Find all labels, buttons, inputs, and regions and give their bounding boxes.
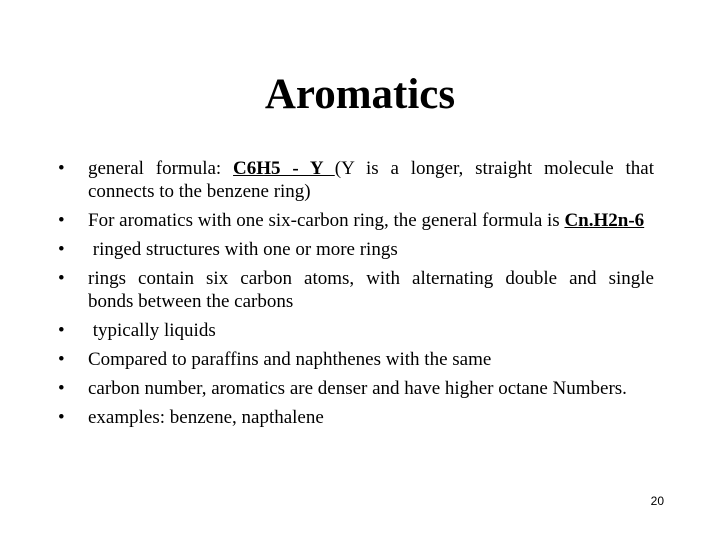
- bullet-text: examples: benzene, napthalene: [88, 407, 324, 428]
- bullet-icon: •: [58, 349, 65, 370]
- bullet-icon: •: [58, 210, 65, 231]
- bullet-icon: •: [58, 239, 65, 260]
- bullet-text-pre: general formula:: [88, 158, 234, 179]
- bullet-text: carbon number, aromatics are denser and have higher octane Numbers.: [88, 378, 627, 399]
- bullet-icon: •: [58, 407, 65, 428]
- bullet-typically-liquids: [58, 319, 654, 342]
- bullet-text-line2: connects to the benzene ring): [88, 181, 311, 202]
- bullet-text: Compared to paraffins and naphthenes with the same: [88, 349, 492, 370]
- bullet-ringed-structures: [58, 238, 654, 261]
- bullet-carbon-number: [58, 377, 654, 400]
- bullet-text-pre: For aromatics with one six-carbon ring, the general formula is: [88, 210, 565, 231]
- bullet-text: ringed structures with one or more rings: [88, 239, 398, 260]
- bullet-text-line2: bonds between the carbons: [88, 291, 294, 312]
- formula-cnh2n-6: Cn.H2n-6: [564, 210, 645, 231]
- bullet-text: [88, 209, 654, 232]
- bullet-compared-to-paraffins: [58, 348, 654, 371]
- bullet-examples: [58, 406, 654, 429]
- bullet-six-carbon-atoms: [58, 267, 654, 313]
- bullet-icon: •: [58, 268, 65, 289]
- bullet-icon: •: [58, 158, 65, 179]
- bullet-text-post: (Y is a longer, straight molecule that: [334, 158, 654, 179]
- bullet-one-ring-formula: [58, 209, 654, 232]
- bullet-icon: •: [58, 378, 65, 399]
- bullet-text: [88, 267, 654, 313]
- bullet-list: [58, 157, 654, 435]
- bullet-text-line1: rings contain six carbon atoms, with alternating double and single: [88, 268, 654, 289]
- bullet-text: typically liquids: [88, 320, 216, 341]
- page-number: 20: [650, 494, 664, 508]
- slide-title: Aromatics: [264, 71, 456, 118]
- bullet-general-formula: [58, 157, 654, 203]
- bullet-text: [88, 157, 654, 203]
- bullet-icon: •: [58, 320, 65, 341]
- formula-c6h5-y: C6H5 - Y: [233, 158, 335, 179]
